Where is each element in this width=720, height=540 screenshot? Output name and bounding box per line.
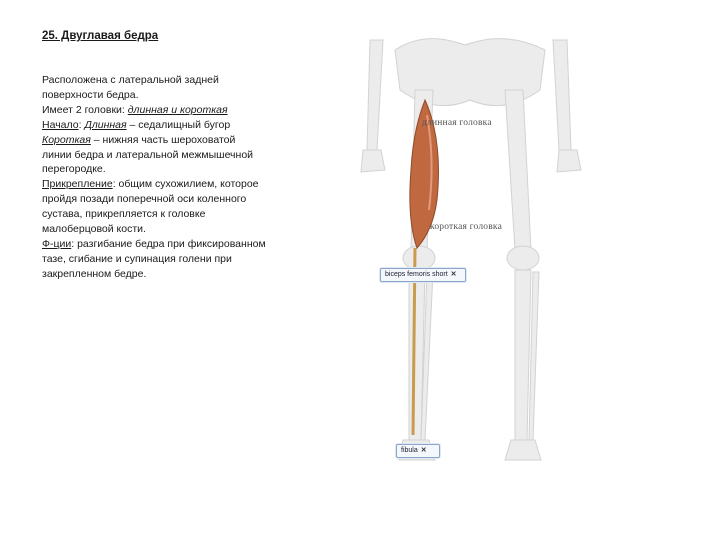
insertion-text: : общим сухожилием, которое пройдя позади поперечной оси коленного сустава, прикрепляется к головке малоберцовой кости. (42, 178, 259, 236)
heads-label: Имеет 2 головки: (42, 103, 128, 116)
origin-short-label: Короткая (42, 133, 91, 146)
insertion-line (42, 177, 267, 237)
right-arm (553, 40, 571, 150)
long-head-label: длинная головка (422, 118, 492, 128)
close-icon[interactable]: ✕ (450, 271, 457, 278)
short-head-label: короткая головка (430, 222, 502, 232)
origin-line (42, 118, 267, 133)
origin-long-text: – седалищный бугор (126, 118, 231, 131)
origin-short-text: – нижняя часть шероховатой линии бедра и латеральной межмышечной перегородке. (42, 133, 254, 176)
right-hand (557, 150, 581, 172)
insertion-label: Прикрепление (42, 178, 113, 191)
page-title: 25. Двуглавая бедра (42, 30, 159, 42)
right-foot (505, 440, 541, 460)
description-text (42, 73, 267, 282)
heads-line (42, 103, 267, 118)
close-icon[interactable]: ✕ (420, 447, 427, 454)
biceps-tag-label: biceps femoris short (385, 271, 448, 278)
origin-sep: : (78, 118, 85, 131)
right-knee (507, 246, 539, 270)
origin-long-label: Длинная (84, 118, 127, 131)
left-hand (361, 150, 385, 172)
function-line (42, 237, 267, 282)
origin-label: Начало (42, 118, 79, 131)
location-line: Расположена с латеральной задней поверхности бедра. (42, 74, 219, 101)
right-femur (505, 90, 531, 250)
fibula-tag-label: fibula (401, 447, 418, 454)
left-arm (367, 40, 383, 150)
function-label: Ф-ции (42, 237, 72, 250)
heads-value: длинная и короткая (127, 103, 228, 116)
right-tibia (515, 270, 531, 440)
function-text: : разгибание бедра при фиксированном тазе, сгибание и супинация голени при закрепленном бедре. (42, 237, 266, 280)
left-knee (403, 246, 435, 270)
biceps-tag[interactable] (380, 268, 466, 282)
origin-short-line (42, 133, 267, 178)
fibula-tag[interactable] (396, 444, 440, 458)
